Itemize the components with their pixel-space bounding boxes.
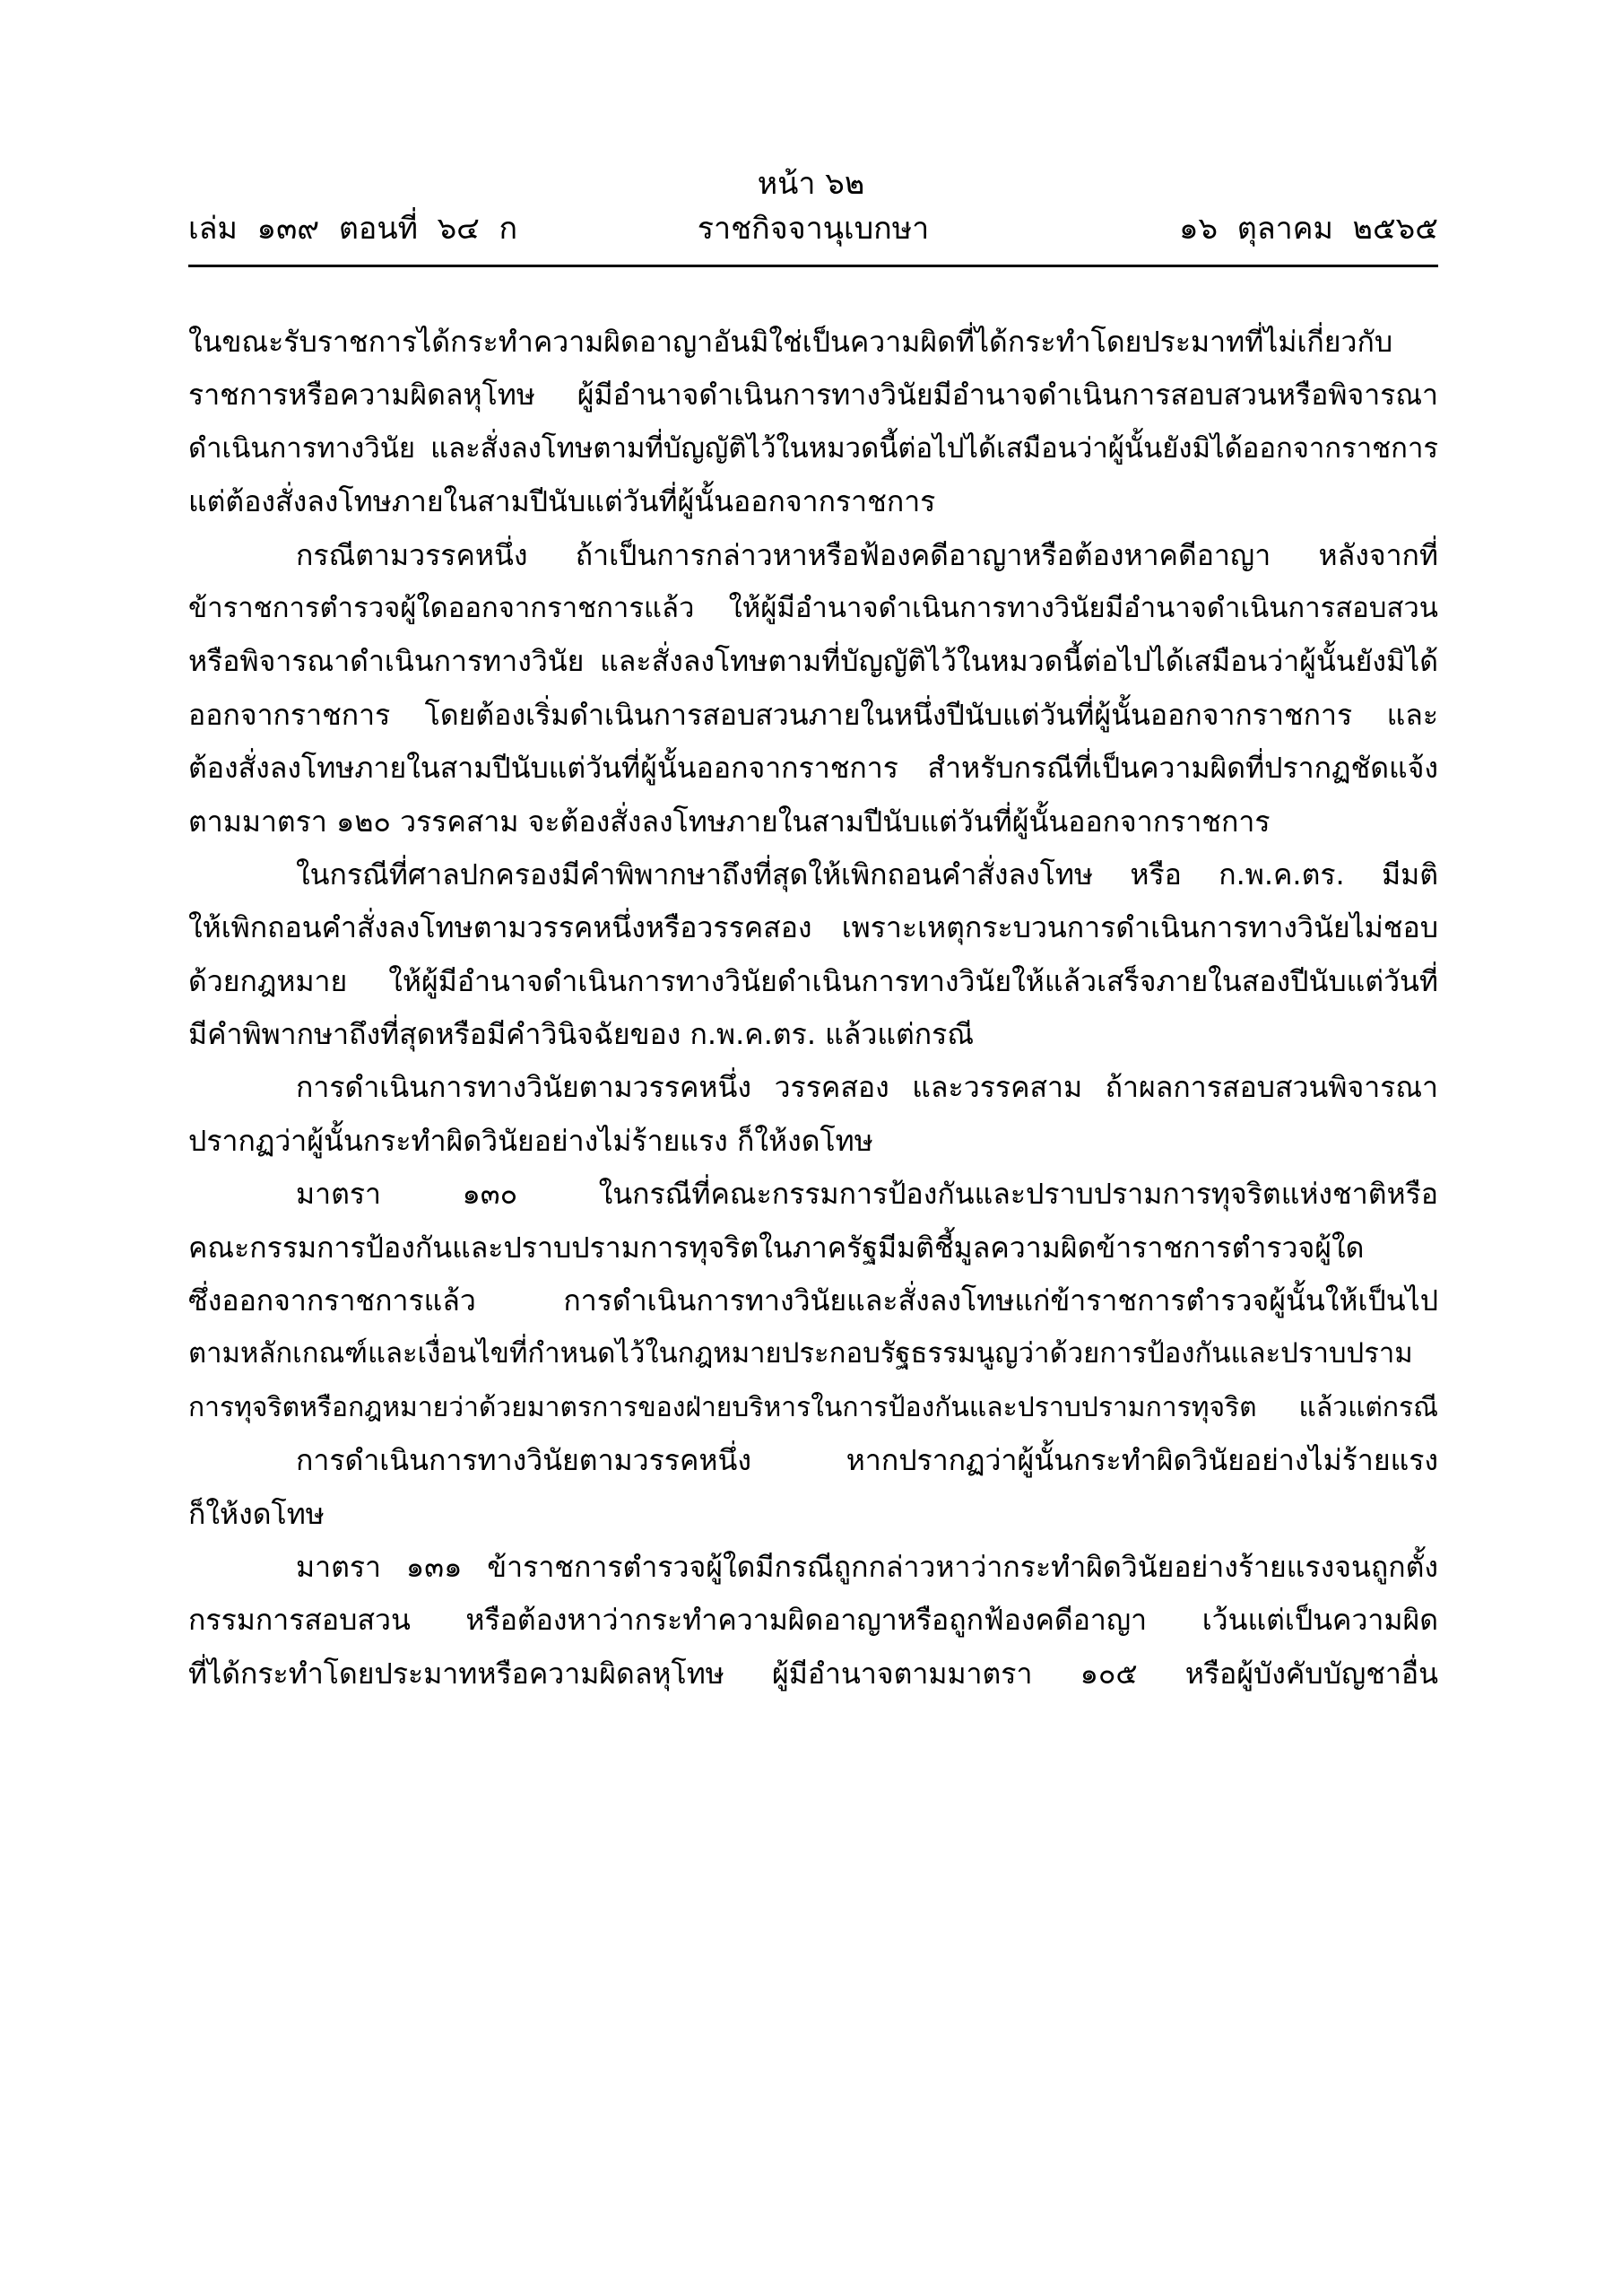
text-line: ก็ให้งดโทษ [188, 1496, 325, 1531]
text-line: ตามมาตรา ๑๒๐ วรรคสาม จะต้องสั่งลงโทษภายในสามปีนับแต่วันที่ผู้นั้นออกจากราชการ [188, 804, 1271, 839]
text-line: ในกรณีที่ศาลปกครองมีคำพิพากษาถึงที่สุดให้เพิกถอนคำสั่งลงโทษ หรือ ก.พ.ค.ตร. มีมติ [296, 857, 1438, 891]
text-line: หรือพิจารณาดำเนินการทางวินัย และสั่งลงโทษตามที่บัญญัติไว้ในหมวดนี้ต่อไปได้เสมือนว่าผู้นั้นยังมิได้ [188, 644, 1438, 679]
text-line: ที่ได้กระทำโดยประมาทหรือความผิดลหุโทษ ผู้มีอำนาจตามมาตรา ๑๐๕ หรือผู้บังคับบัญชาอื่น [188, 1656, 1438, 1691]
text-line: การดำเนินการทางวินัยตามวรรคหนึ่ง หากปรากฏว่าผู้นั้นกระทำผิดวินัยอย่างไม่ร้ายแรง [296, 1443, 1438, 1478]
text-line: มาตรา ๑๓๐ ในกรณีที่คณะกรรมการป้องกันและปราบปรามการทุจริตแห่งชาติหรือ [296, 1177, 1438, 1212]
header-divider [188, 265, 1438, 267]
text-line: แต่ต้องสั่งลงโทษภายในสามปีนับแต่วันที่ผู้นั้นออกจากราชการ [188, 484, 936, 519]
publication-date: ๑๖ ตุลาคม ๒๕๖๕ [1178, 211, 1438, 247]
text-line: ในขณะรับราชการได้กระทำความผิดอาญาอันมิใช่เป็นความผิดที่ได้กระทำโดยประมาทที่ไม่เกี่ยวกับ [188, 325, 1393, 359]
text-line: ให้เพิกถอนคำสั่งลงโทษตามวรรคหนึ่งหรือวรรคสอง เพราะเหตุกระบวนการดำเนินการทางวินัยไม่ชอบ [188, 910, 1438, 945]
text-line: ออกจากราชการ โดยต้องเริ่มดำเนินการสอบสวนภายในหนึ่งปีนับแต่วันที่ผู้นั้นออกจากราชการ และ [188, 697, 1438, 732]
document-body [188, 316, 1438, 1700]
text-line: ตามหลักเกณฑ์และเงื่อนไขที่กำหนดไว้ในกฎหมายประกอบรัฐธรรมนูญว่าด้วยการป้องกันและปราบปราม [188, 1337, 1413, 1370]
text-line: กรณีตามวรรคหนึ่ง ถ้าเป็นการกล่าวหาหรือฟ้องคดีอาญาหรือต้องหาคดีอาญา หลังจากที่ [296, 537, 1438, 572]
volume-info: เล่ม ๑๓๙ ตอนที่ ๖๔ ก [188, 211, 518, 247]
text-line: มีคำพิพากษาถึงที่สุดหรือมีคำวินิจฉัยของ ก.พ.ค.ตร. แล้วแต่กรณี [188, 1017, 975, 1052]
text-line: การดำเนินการทางวินัยตามวรรคหนึ่ง วรรคสอง และวรรคสาม ถ้าผลการสอบสวนพิจารณา [296, 1070, 1438, 1105]
text-line: ปรากฏว่าผู้นั้นกระทำผิดวินัยอย่างไม่ร้ายแรง ก็ให้งดโทษ [188, 1123, 873, 1158]
text-line: ราชการหรือความผิดลหุโทษ ผู้มีอำนาจดำเนินการทางวินัยมีอำนาจดำเนินการสอบสวนหรือพิจารณา [188, 378, 1438, 413]
text-line: คณะกรรมการป้องกันและปราบปรามการทุจริตในภาครัฐมีมติชี้มูลความผิดข้าราชการตำรวจผู้ใด [188, 1230, 1365, 1265]
text-line: ด้วยกฎหมาย ให้ผู้มีอำนาจดำเนินการทางวินัยดำเนินการทางวินัยให้แล้วเสร็จภายในสองปีนับแต่วันที่ [188, 963, 1438, 998]
text-line: ข้าราชการตำรวจผู้ใดออกจากราชการแล้ว ให้ผู้มีอำนาจดำเนินการทางวินัยมีอำนาจดำเนินการสอบสวน [188, 591, 1438, 624]
gazette-header [188, 209, 1438, 254]
text-line: กรรมการสอบสวน หรือต้องหาว่ากระทำความผิดอาญาหรือถูกฟ้องคดีอาญา เว้นแต่เป็นความผิด [188, 1603, 1438, 1638]
text-line: ซึ่งออกจากราชการแล้ว การดำเนินการทางวินัยและสั่งลงโทษแก่ข้าราชการตำรวจผู้นั้นให้เป็นไป [188, 1283, 1438, 1318]
page-number: หน้า ๖๒ [757, 166, 865, 202]
gazette-title: ราชกิจจานุเบกษา [697, 211, 930, 247]
text-line: ดำเนินการทางวินัย และสั่งลงโทษตามที่บัญญัติไว้ในหมวดนี้ต่อไปได้เสมือนว่าผู้นั้นยังมิได้ออกจากราชการ [188, 431, 1438, 465]
text-line: มาตรา ๑๓๑ ข้าราชการตำรวจผู้ใดมีกรณีถูกกล่าวหาว่ากระทำผิดวินัยอย่างร้ายแรงจนถูกตั้ง [296, 1549, 1438, 1584]
text-line: การทุจริตหรือกฎหมายว่าด้วยมาตรการของฝ่ายบริหารในการป้องกันและปราบปรามการทุจริต แล้วแต่กรณี [188, 1391, 1438, 1423]
text-line: ต้องสั่งลงโทษภายในสามปีนับแต่วันที่ผู้นั้นออกจากราชการ สำหรับกรณีที่เป็นความผิดที่ปรากฏชัดแจ้ง [188, 751, 1438, 786]
